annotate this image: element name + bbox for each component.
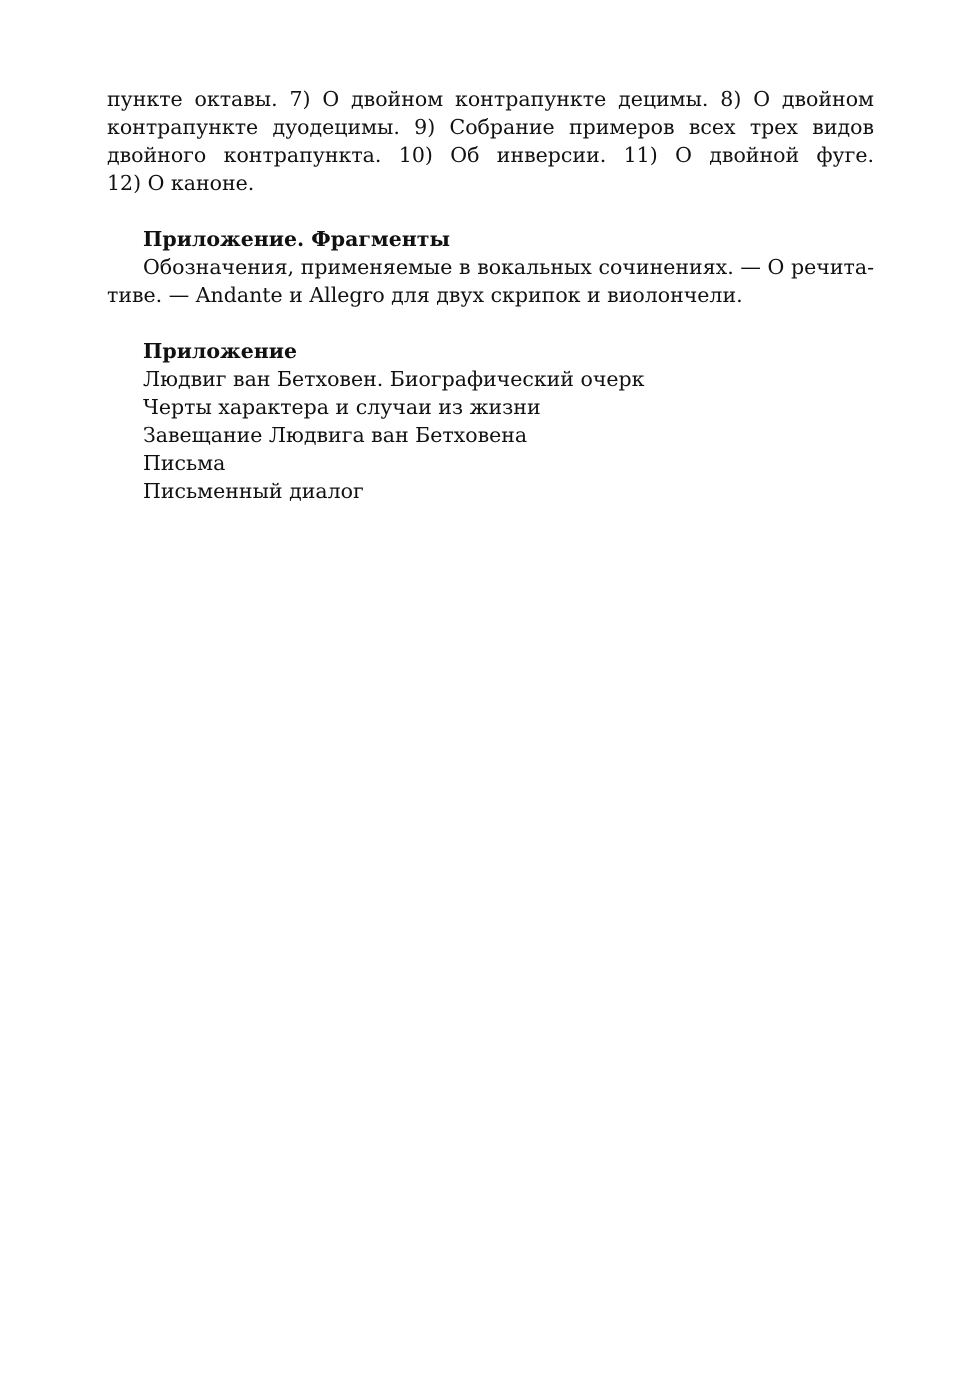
continuation-paragraph [107,85,874,197]
appendix-fragments-section [107,225,874,309]
contents-item: Письма [143,451,226,475]
contents-item: Письменный диалог [143,479,364,503]
contents-item: Завещание Людвига ван Бетховена [143,423,528,447]
section-spacer [107,197,874,225]
paragraph-line: тиве. — Andante и Allegro для двух скрипок и виолончели. [107,283,743,307]
paragraph-line: пункте октавы. 7) О двойном контрапункте децимы. 8) О двойном [107,87,874,111]
paragraph-line: двойного контрапункта. 10) Об инверсии. 11) О двойной фуге. [107,143,874,167]
section-spacer [107,309,874,337]
paragraph-line: Обозначения, применяемые в вокальных сочинениях. — О речита- [143,255,874,279]
contents-item: Черты характера и случаи из жизни [143,395,541,419]
section-heading: Приложение. Фрагменты [143,227,451,251]
contents-item: Людвиг ван Бетховен. Биографический очерк [143,367,645,391]
document-page [107,85,874,505]
appendix-section [107,337,874,505]
section-heading: Приложение [143,339,298,363]
paragraph-line: контрапункте дуодецимы. 9) Собрание примеров всех трех видов [107,115,874,139]
paragraph-line: 12) О каноне. [107,171,255,195]
